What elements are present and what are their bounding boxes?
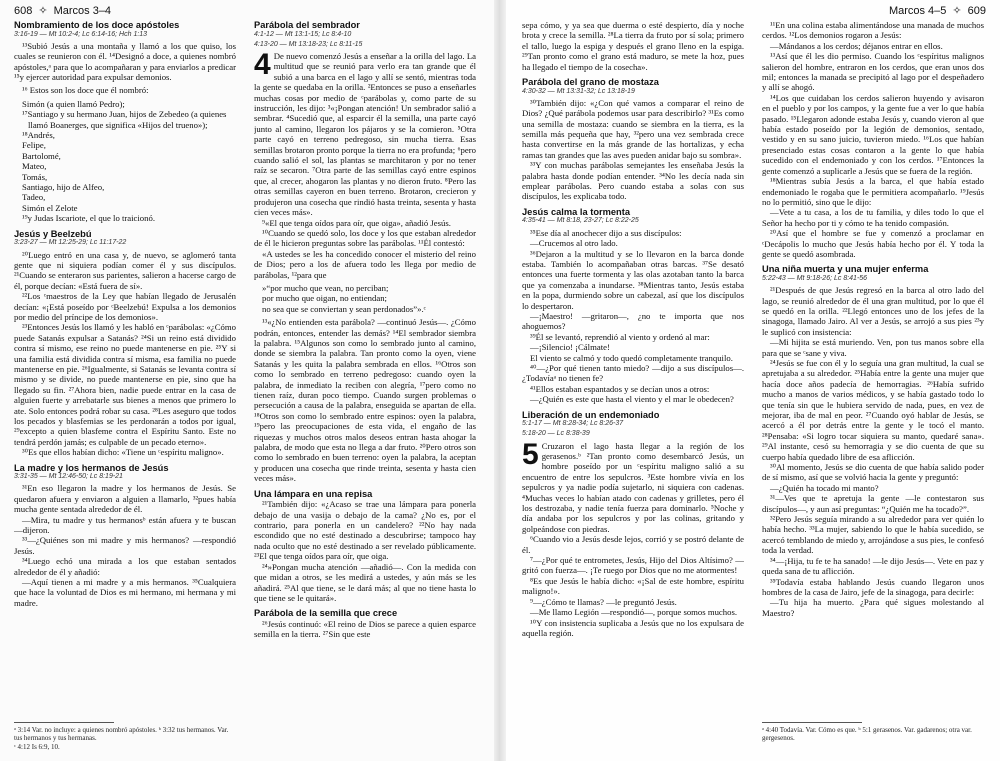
left-column-1: [14, 20, 236, 720]
section-heading: Liberación de un endemoniado: [522, 409, 660, 420]
paragraph: ³⁰También dijo: «¿Con qué vamos a comparar el reino de Dios? ¿Qué parábola podemos usar para describirlo? ³¹Es como una semilla de mostaza: cuando se siembra en la tierra, es la semilla más pequeña que hay, ³²pero una vez sembrada crece hasta convertirse en la más grande de las hortalizas, y echa ramas tan grandes que las aves pueden anidar bajo su sombra».: [522, 97, 744, 160]
section-heading: Parábola del grano de mostaza: [522, 77, 659, 88]
footnote-rule: [14, 722, 114, 723]
chapter-number: 4: [254, 48, 271, 81]
paragraph: —Mira, tu madre y tus hermanosᵇ están afuera y te buscan —dijeron.: [14, 514, 236, 536]
paragraph: ²³Entonces Jesús los llamó y les habló en ᶜparábolas: «¿Cómo puede Satanás expulsar a Satanás? ²⁴Si un reino está dividido contra sí mismo, ese reino no puede mantenerse en pie. ²⁵Y si una familia está dividida contra sí misma, esa familia no puede mantenerse en pie. ²⁶Igualmente, si Satanás se levanta contra sí mismo y se divide, no puede mantenerse en pie, sino que ha llegado su fin. ²⁷Ahora bien, nadie puede entrar en la casa de alguien fuerte y arrebatarle sus bienes a menos que primero lo ate. Solo entonces podrá robar su casa. ²⁸Les aseguro que todos los pecados y blasfemias se les perdonarán a todos por igual, ²⁹excepto a quien blasfeme contra el Espíritu Santo. Este no tendrá perdón jamás; es culpable de un pecado eterno».: [14, 322, 236, 447]
paragraph: —Me llamo Legión —respondió—, porque somos muchos.: [530, 607, 738, 618]
paragraph: ³⁵Ese día al anochecer dijo a sus discípulos:: [530, 227, 682, 238]
paragraph: sepa cómo, y ya sea que duerma o esté despierto, día y noche brota y crece la semilla. ²⁸La tierra da fruto por sí sola; primero el tallo, luego la espiga y después el grano lleno en la espiga. ²⁹Tan pronto como el grano está maduro, se mete la hoz, pues ha llegado el tiempo de la cosecha».: [522, 20, 744, 72]
paragraph: ¹⁸Mientras subía Jesús a la barca, el que había estado endemoniado le rogaba que le permitiera acompañarlo. ¹⁹Jesús no lo permitió, sino que le dijo:: [762, 176, 984, 207]
chapter-number: 5: [522, 437, 539, 471]
paragraph: ⁴¹Ellos estaban espantados y se decían unos a otros:: [530, 383, 710, 394]
separator-icon: ✧: [952, 5, 962, 17]
paragraph: ³⁰Es que ellos habían dicho: «Tiene un ᶜespíritu maligno».: [22, 447, 224, 458]
section-heading: Nombramiento de los doce apóstoles: [14, 20, 180, 30]
paragraph: ²⁴»Pongan mucha atención —añadió—. Con la medida con que midan a otros, se les medirá a ustedes, y aún más se les añadirá. ²⁵Al que tiene, se le dará más; al que no tiene hasta lo que tiene se le quitará».: [254, 561, 476, 603]
cross-reference: 5:1-17 — Mt 8:28-34; Lc 8:26-37: [522, 420, 624, 428]
footnote: ᵃ 3:14 Var. no incluye: a quienes nombró apóstoles. ᵇ 3:32 tus hermanos. Var. tus hermanos y tus hermanas.: [14, 726, 229, 743]
paragraph: —Mándanos a los cerdos; déjanos entrar en ellos.: [770, 40, 943, 51]
paragraph: ³⁶Dejaron a la multitud y se lo llevaron en la barca donde estaba. También lo acompañaban otras barcas. ³⁷Se desató entonces una fuerte tormenta y las olas azotaban tanto la barca que ya comenzaba a inundarse. ³⁸Mientras tanto, Jesús estaba en la popa, durmiendo sobre un cabezal, así que los discípulos lo despertaron.: [522, 248, 744, 311]
paragraph: ²²Los ᶜmaestros de la Ley que habían llegado de Jerusalén decían: «¡Está poseído por ᶜBeelzebú! Expulsa a los demonios por medio del príncipe de los demonios».: [14, 291, 236, 322]
list-item: ¹⁹y Judas Iscariote, el que lo traicionó.: [22, 213, 156, 224]
paragraph: ⁶Cuando vio a Jesús desde lejos, corrió y se postró delante de él.: [522, 534, 744, 555]
poetry-line: no sea que se conviertan y sean perdonados”».ᶜ: [262, 303, 426, 314]
right-column-1: [522, 20, 744, 760]
paragraph: —¿Quién es este que hasta el viento y el mar le obedecen?: [530, 394, 734, 405]
paragraph: ³⁴Luego echó una mirada a los que estaban sentados alrededor de él y añadió:: [14, 556, 236, 577]
cross-reference: 4:30-32 — Mt 13:31-32; Lc 13:18-19: [522, 87, 635, 95]
paragraph: ¹⁰Y con insistencia suplicaba a Jesús que no los expulsara de aquella región.: [522, 617, 744, 638]
list-item: Santiago, hijo de Alfeo,: [22, 182, 105, 193]
cross-reference: 4:13-20 — Mt 13:18-23; Lc 8:11-15: [254, 40, 363, 48]
paragraph: ¹³Así que él les dio permiso. Cuando los ᶜespíritus malignos salieron del hombre, entraron en los cerdos, que eran unos dos mil; entonces la manada se precipitó al lago por el despeñadero y allí se ahogó.: [762, 51, 984, 93]
right-running-head: [889, 4, 986, 17]
separator-icon: ✧: [38, 5, 48, 17]
cross-reference: 4:1-12 — Mt 13:1-15; Lc 8:4-10: [254, 30, 352, 38]
paragraph: —¡Maestro! —gritaron—, ¿no te importa que nos ahoguemos?: [522, 310, 744, 332]
cross-reference: 3:16-19 — Mt 10:2-4; Lc 6:14-16; Hch 1:13: [14, 30, 148, 38]
paragraph: ²⁰Así que el hombre se fue y comenzó a proclamar en ᶜDecápolis lo mucho que Jesús había hecho por él. Y toda la gente se quedó asombrada.: [762, 228, 984, 259]
left-column-2: [254, 20, 476, 760]
paragraph: ²⁶Jesús continuó: «El reino de Dios se parece a quien esparce semilla en la tierra. ²⁷Sin que este: [254, 618, 476, 640]
paragraph-text: Cruzaron el lago hasta llegar a la región de los gerasenos.ᵇ ²Tan pronto como desembarcó Jesús, un hombre poseído por un ᶜespíritu maligno salió a su encuentro de entre los sepulcros. ³Este hombre vivía en los sepulcros y ya nadie podía sujetarlo, ni siquiera con cadenas. ⁴Muchas veces lo habían atado con cadenas y grilletes, pero él los destrozaba, y nadie tenía fuerza para dominarlo. ⁵Noche y día andaba por los sepulcros y por las colinas, gritando y golpeándose con piedras.: [522, 440, 744, 534]
paragraph: —¿Quién ha tocado mi manto?: [770, 482, 879, 493]
paragraph: ¹¹En una colina estaba alimentándose una manada de muchos cerdos. ¹²Los demonios rogaron a Jesús:: [762, 20, 984, 41]
paragraph: ⁸Es que Jesús le había dicho: «¡Sal de este hombre, espíritu maligno!».: [522, 575, 744, 597]
paragraph: ²¹Después de que Jesús regresó en la barca al otro lado del lago, se reunió alrededor de él una gran multitud, por lo que él se quedó en la orilla. ²²Llegó entonces uno de los jefes de la sinagoga, llamado Jairo. Al ver a Jesús, se arrojó a sus pies ²³y le suplicó con insistencia:: [762, 285, 984, 337]
right-column-2: [762, 20, 984, 720]
section-heading: Parábola del sembrador: [254, 20, 360, 30]
paragraph: ⁹«El que tenga oídos para oír, que oiga», añadió Jesús.: [262, 217, 451, 228]
cross-reference: 5:22-43 — Mt 9:18-26; Lc 8:41-56: [762, 274, 868, 282]
left-running-head: [14, 4, 111, 17]
cross-reference: 3:23-27 — Mt 12:25-29; Lc 11:17-22: [14, 239, 127, 247]
paragraph: —¡Silencio! ¡Cálmate!: [530, 342, 610, 353]
paragraph: —Vete a tu casa, a los de tu familia, y diles todo lo que el Señor ha hecho por ti y cómo te ha tenido compasión.: [762, 207, 984, 228]
cross-reference: 5:18-20 — Lc 8:38-39: [522, 430, 590, 438]
cross-reference: 4:35-41 — Mt 8:18, 23-27; Lc 8:22-25: [522, 217, 639, 225]
right-page: [500, 0, 1000, 761]
footnote: ᵃ 4:40 Todavía. Var. Cómo es que. ᵇ 5:1 gerasenos. Var. gadarenos; otra var. gergesenos.: [762, 726, 972, 743]
paragraph: ¹³«¿No entienden esta parábola? —continuó Jesús—. ¿Cómo podrán, entonces, entender las demás? ¹⁴El sembrador siembra la palabra. ¹⁵Algunos son como lo sembrado junto al camino, donde se siembra la palabra. Tan pronto como la oyen, viene Satanás y les quita la palabra sembrada en ellos. ¹⁶Otros son como lo sembrado en terreno pedregoso: cuando oyen la palabra, de inmediato la reciben con alegría, ¹⁷pero como no tienen raíz, duran poco tiempo. Cuando surgen problemas o persecución a causa de la palabra, enseguida se apartan de ella. ¹⁸Otros son como lo sembrado entre espinos: oyen la palabra, ¹⁹pero las preocupaciones de esta vida, el engaño de las riquezas y muchos otros malos deseos entran hasta ahogar la palabra, de modo que esta no llega a dar fruto. ²⁰Pero otros son como lo sembrado en buen terreno: oyen la palabra, la aceptan y producen una cosecha que rinde treinta, sesenta y hasta cien veces más».: [254, 317, 476, 484]
footnote-rule: [762, 722, 862, 723]
footnote: ᶜ 4:12 Is 6:9, 10.: [14, 742, 60, 751]
chapter-paragraph: [254, 48, 476, 218]
section-heading: Jesús calma la tormenta: [522, 206, 630, 217]
paragraph: ³²Pero Jesús seguía mirando a su alrededor para ver quién lo había hecho. ³³La mujer, sabiendo lo que le había sucedido, se acercó temblando de miedo y, arrojándose a sus pies, le confesó toda la verdad.: [762, 514, 984, 556]
list-item: Felipe,: [22, 140, 46, 151]
paragraph: —Crucemos al otro lado.: [530, 238, 618, 249]
list-item: Bartolomé,: [22, 150, 61, 161]
book-gutter: [494, 0, 506, 761]
paragraph: ³⁴—¡Hija, tu fe te ha sanado! —le dijo Jesús—. Vete en paz y queda sana de tu aflicción.: [762, 555, 984, 577]
footnotes: [14, 726, 236, 751]
list-item: ¹⁸Andrés,: [22, 130, 55, 141]
paragraph: ²⁰Luego entró en una casa y, de nuevo, se aglomeró tanta gente que ni siquiera podían comer él y sus discípulos. ²¹Cuando se enteraron sus parientes, salieron a hacerse cargo de él, porque decían: «Está fuera de sí».: [14, 249, 236, 291]
paragraph: —Tu hija ha muerto. ¿Para qué sigues molestando al Maestro?: [762, 597, 984, 618]
poetry-line: »“por mucho que vean, no perciban;: [262, 282, 389, 293]
paragraph: —Mi hijita se está muriendo. Ven, pon tus manos sobre ella para que se ᶜsane y viva.: [762, 337, 984, 358]
list-item: Simón el Zelote: [22, 202, 78, 213]
book-reference: Marcos 3–4: [53, 5, 112, 17]
paragraph: ¹⁰Cuando se quedó solo, los doce y los que estaban alrededor de él le hicieron preguntas sobre las parábolas. ¹¹Él contestó:: [254, 227, 476, 249]
page-number: 609: [967, 5, 986, 17]
paragraph: ³⁵Todavía estaba hablando Jesús cuando llegaron unos hombres de la casa de Jairo, jefe de la sinagoga, para decirle:: [762, 576, 984, 597]
paragraph: ³³—¿Quiénes son mi madre y mis hermanos? —respondió Jesús.: [14, 535, 236, 556]
paragraph: ³⁹Él se levantó, reprendió al viento y ordenó al mar:: [530, 331, 710, 342]
section-heading: Jesús y Beelzebú: [14, 228, 92, 239]
list-item: Simón (a quien llamó Pedro);: [22, 98, 125, 109]
section-heading: Parábola de la semilla que crece: [254, 608, 398, 619]
list-item: Tomás,: [22, 171, 48, 182]
paragraph: El viento se calmó y todo quedó completamente tranquilo.: [530, 352, 733, 363]
paragraph: ³¹En eso llegaron la madre y los hermanos de Jesús. Se quedaron afuera y enviaron a alguien a llamarlo, ³²pues había mucha gente sentada alrededor de él.: [14, 483, 236, 515]
paragraph-text: De nuevo comenzó Jesús a enseñar a la orilla del lago. La multitud que se reunió para verlo era tan grande que él subió a una barca en el lago y allí se sentó, mientras toda la gente se quedaba en la orilla. ²Entonces se puso a enseñarles muchas cosas por medio de ᶜparábolas y, como parte de su instrucción, les dijo: ³«¡Pongan atención! Un sembrador salió a sembrar. ⁴Sucedió que, al esparcir él la semilla, una parte cayó junto al camino, llegaron los pájaros y se la comieron. ⁵Otra parte cayó en terreno pedregoso, sin mucha tierra. Esas semillas brotaron pronto porque la tierra no era profunda; ⁶pero cuando salió el sol, las plantas se marchitaron y por no tener raíz se secaron. ⁷Otra parte de las semillas cayó entre espinos que, al crecer, ahogaron las plantas y no dieron fruto. ⁸Pero las otras semillas cayeron en buen terreno. Brotaron, crecieron y produjeron una cosecha que rindió hasta treinta, sesenta y hasta cien veces más».: [254, 51, 476, 218]
list-item: ¹⁷Santiago y su hermano Juan, hijos de Zebedeo (a quienes llamó Boanerges, que significa «Hijos del trueno»);: [22, 109, 227, 130]
section-heading: Una lámpara en una repisa: [254, 488, 373, 499]
paragraph: ⁷—¿Por qué te entrometes, Jesús, Hijo del Dios Altísimo? —gritó con fuerza—. ¡Te ruego por Dios que no me atormentes!: [522, 555, 744, 576]
poetry-line: por mucho que oigan, no entiendan;: [262, 293, 387, 304]
paragraph: ¹⁴Los que cuidaban los cerdos salieron huyendo y avisaron en el pueblo y por los campos, y la gente fue a ver lo que había pasado. ¹⁵Llegaron adonde estaba Jesús y, cuando vieron al que había estado poseído por la legión de demonios, sentado, vestido y en su sano juicio, tuvieron miedo. ¹⁶Los que habían presenciado estas cosas contaron a la gente lo que había sucedido con el endemoniado y con los cerdos. ¹⁷Entonces la gente comenzó a suplicarle a Jesús que se fuera de la región.: [762, 92, 984, 176]
list-item: Tadeo,: [22, 192, 46, 203]
paragraph: ⁴⁰—¿Por qué tienen tanto miedo? —dijo a sus discípulos—. ¿Todavíaᵃ no tienen fe?: [522, 362, 744, 384]
chapter-paragraph: [522, 437, 744, 535]
paragraph: ³³Y con muchas parábolas semejantes les enseñaba Jesús la palabra hasta donde podían entender. ³⁴No les decía nada sin emplear parábolas. Pero cuando estaba a solas con sus discípulos, les explicaba todo.: [522, 160, 744, 202]
page-number: 608: [14, 5, 33, 17]
section-heading: La madre y los hermanos de Jesús: [14, 462, 169, 473]
paragraph: ⁹—¿Cómo te llamas? —le preguntó Jesús.: [530, 596, 677, 607]
list-item: Mateo,: [22, 161, 47, 172]
book-reference: Marcos 4–5: [888, 5, 947, 17]
paragraph: ²¹También dijo: «¿Acaso se trae una lámpara para ponerla debajo de una vasija o debajo de la cama? ¿No es, por el contrario, para ponerla en un candelero? ²²No hay nada escondido que no esté destinado a descubrirse; tampoco hay nada oculto que no esté destinado a ser revelado públicamente. ²³El que tenga oídos para oír, que oiga.: [254, 499, 476, 562]
paragraph: ²⁴Jesús se fue con él y lo seguía una gran multitud, la cual se apretujaba a su alrededor. ²⁵Había entre la gente una mujer que hacía doce años padecía de hemorragias. ²⁶Había sufrido mucho a manos de varios médicos, y se había gastado todo lo que tenía sin que le hubiera servido de nada, pues, en vez de mejorar, iba de mal en peor. ²⁷Cuando oyó hablar de Jesús, se acercó a él por detrás entre la gente y le tocó el manto. ²⁸Pensaba: «Si logro tocar siquiera su manto, quedaré sana». ²⁹Al instante, cesó su hemorragia y se dio cuenta de que su cuerpo había quedado libre de esa aflicción.: [762, 357, 984, 462]
paragraph: ¹⁶ Estos son los doce que él nombró:: [22, 85, 149, 96]
section-heading: Una niña muerta y una mujer enferma: [762, 264, 929, 275]
cross-reference: 3:31-35 — Mt 12:46-50; Lc 8:19-21: [14, 473, 123, 481]
paragraph: ³¹—Ves que te apretuja la gente —le contestaron sus discípulos—, y aun así preguntas: “¿Quién me ha tocado?”.: [762, 493, 984, 514]
paragraph: —Aquí tienen a mi madre y a mis hermanos. ³⁵Cualquiera que hace la voluntad de Dios es mi hermano, mi hermana y mi madre.: [14, 577, 236, 608]
paragraph: «A ustedes se les ha concedido conocer el misterio del reino de Dios; pero a los de afuera todo les llega por medio de parábolas, ¹²para que: [254, 248, 476, 280]
paragraph: ¹³Subió Jesús a una montaña y llamó a los que quiso, los cuales se reunieron con él. ¹⁴Designó a doce, a quienes nombró apóstoles,ᵃ para que lo acompañaran y para enviarlos a predicar ¹⁵y ejercer autoridad para expulsar demonios.: [14, 40, 236, 83]
paragraph: ³⁰Al momento, Jesús se dio cuenta de que había salido poder de sí mismo, así que se volvió hacia la gente y preguntó:: [762, 462, 984, 483]
footnotes: [762, 726, 984, 743]
